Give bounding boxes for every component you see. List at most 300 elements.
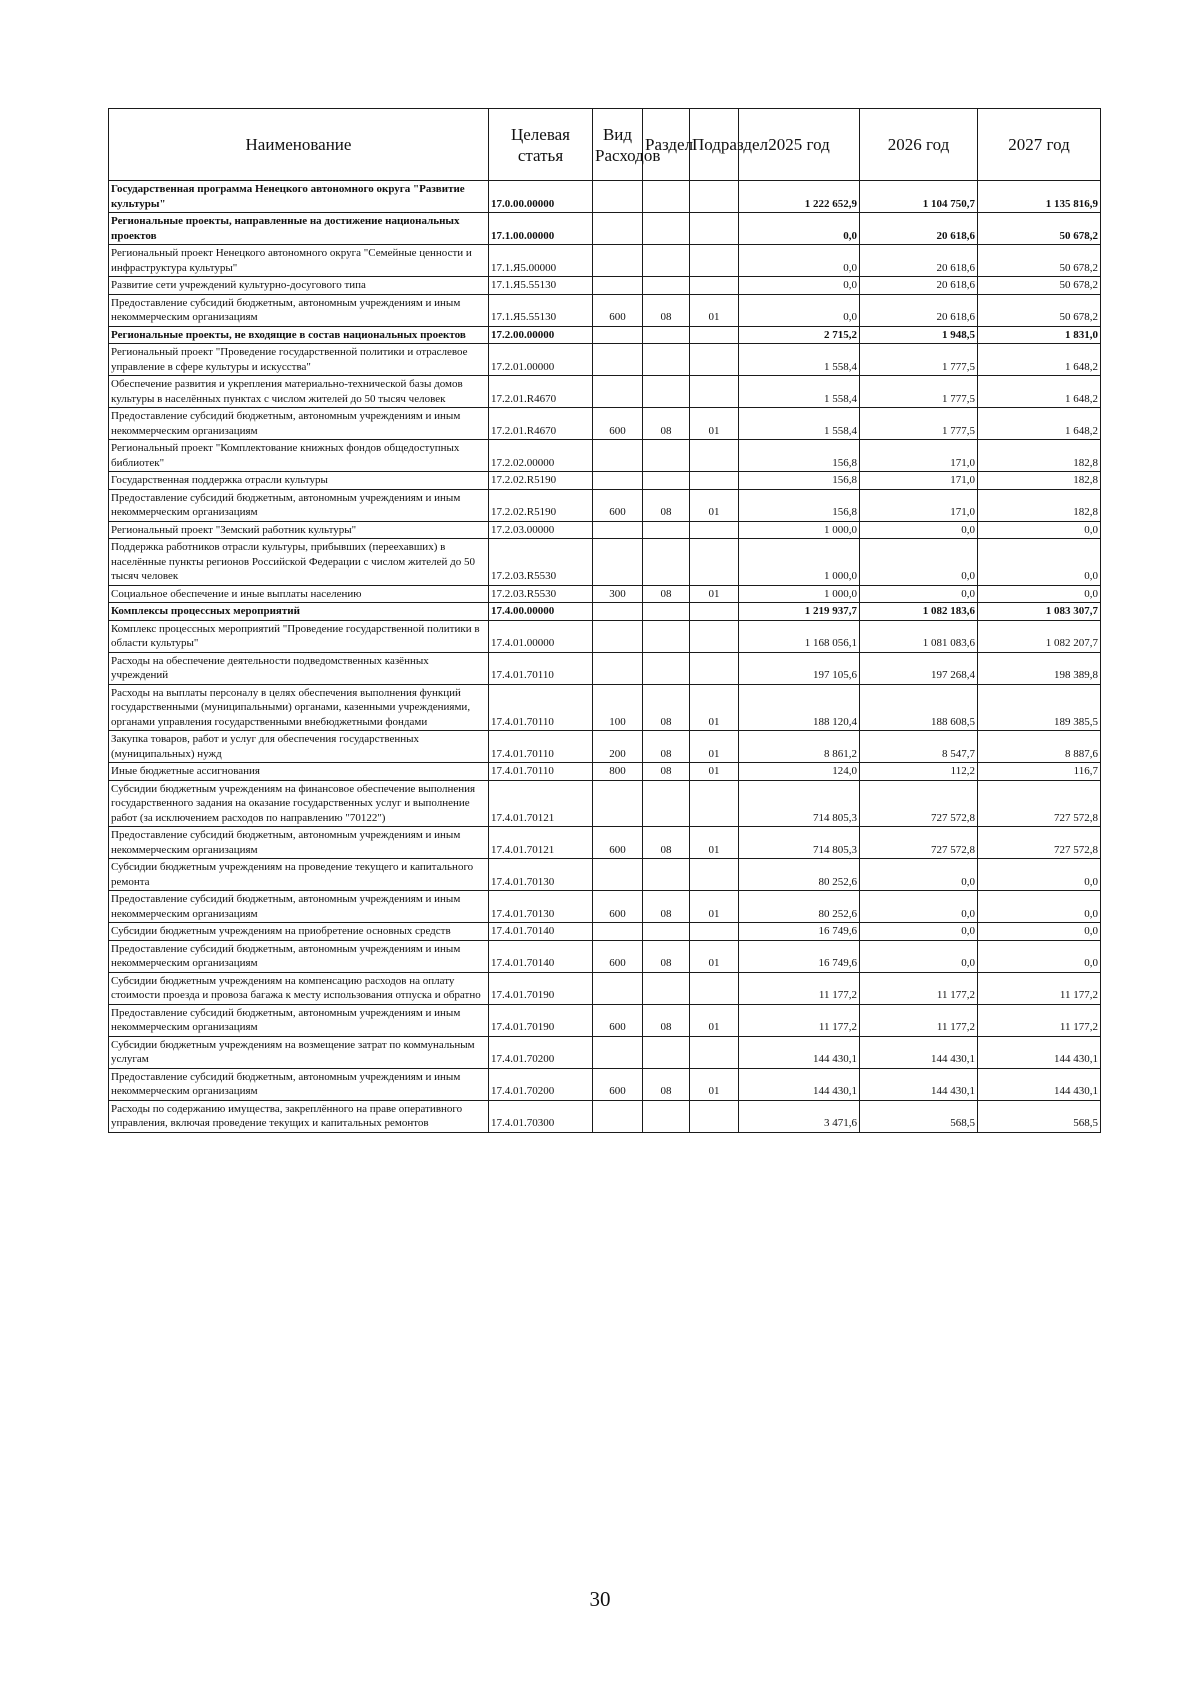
row-value-2027-cell: 182,8 [978,489,1101,521]
row-section-cell [643,539,690,586]
row-value-2026-cell: 0,0 [860,923,978,941]
row-name-cell: Иные бюджетные ассигнования [109,763,489,781]
row-name-cell: Обеспечение развития и укрепления материально-технической базы домов культуры в населённых пунктах с числом жителей до 50 тысяч человек [109,376,489,408]
row-value-2027-cell: 50 678,2 [978,245,1101,277]
table-row [109,294,1101,326]
row-target-code-cell: 17.2.03.00000 [489,521,593,539]
row-name-cell: Развитие сети учреждений культурно-досугового типа [109,277,489,295]
row-target-code-cell: 17.4.01.70130 [489,859,593,891]
row-section-cell [643,277,690,295]
row-target-code-cell: 17.4.01.70300 [489,1100,593,1132]
row-value-2026-cell: 20 618,6 [860,213,978,245]
row-value-2027-cell: 1 831,0 [978,326,1101,344]
row-name-cell: Предоставление субсидий бюджетным, автономным учреждениям и иным некоммерческим организациям [109,827,489,859]
row-value-2027-cell: 0,0 [978,521,1101,539]
row-section-cell [643,245,690,277]
table-row [109,181,1101,213]
row-subsection-cell [690,923,739,941]
row-value-2027-cell: 189 385,5 [978,684,1101,731]
row-name-cell: Закупка товаров, работ и услуг для обеспечения государственных (муниципальных) нужд [109,731,489,763]
row-section-cell [643,440,690,472]
row-expense-type-cell [593,603,643,621]
row-value-2025-cell: 156,8 [739,489,860,521]
table-row [109,245,1101,277]
row-expense-type-cell [593,344,643,376]
row-section-cell [643,521,690,539]
row-value-2027-cell: 1 648,2 [978,376,1101,408]
row-value-2027-cell: 727 572,8 [978,780,1101,827]
row-target-code-cell: 17.2.00.00000 [489,326,593,344]
row-name-cell: Комплекс процессных мероприятий "Проведение государственной политики в области культуры" [109,620,489,652]
row-section-cell: 08 [643,763,690,781]
row-value-2027-cell: 50 678,2 [978,277,1101,295]
row-name-cell: Предоставление субсидий бюджетным, автономным учреждениям и иным некоммерческим организациям [109,891,489,923]
row-section-cell [643,652,690,684]
row-value-2027-cell: 1 135 816,9 [978,181,1101,213]
table-header-row [109,109,1101,181]
row-target-code-cell: 17.4.01.70130 [489,891,593,923]
row-expense-type-cell [593,213,643,245]
row-value-2026-cell: 0,0 [860,521,978,539]
row-target-code-cell: 17.2.02.R5190 [489,472,593,490]
row-section-cell: 08 [643,294,690,326]
row-value-2026-cell: 0,0 [860,585,978,603]
row-subsection-cell: 01 [690,891,739,923]
row-expense-type-cell: 600 [593,294,643,326]
table-row [109,1004,1101,1036]
row-value-2027-cell: 1 648,2 [978,408,1101,440]
row-expense-type-cell: 600 [593,940,643,972]
row-name-cell: Субсидии бюджетным учреждениям на возмещение затрат по коммунальным услугам [109,1036,489,1068]
row-name-cell: Региональный проект "Земский работник культуры" [109,521,489,539]
row-expense-type-cell [593,277,643,295]
row-name-cell: Региональные проекты, не входящие в состав национальных проектов [109,326,489,344]
row-value-2027-cell: 568,5 [978,1100,1101,1132]
row-value-2027-cell: 198 389,8 [978,652,1101,684]
row-value-2025-cell: 80 252,6 [739,891,860,923]
row-value-2025-cell: 197 105,6 [739,652,860,684]
header-year-2027: 2027 год [978,109,1101,181]
row-expense-type-cell [593,539,643,586]
row-value-2025-cell: 80 252,6 [739,859,860,891]
row-subsection-cell [690,780,739,827]
row-subsection-cell: 01 [690,408,739,440]
row-value-2025-cell: 3 471,6 [739,1100,860,1132]
row-target-code-cell: 17.1.Я5.55130 [489,277,593,295]
table-row [109,521,1101,539]
table-row [109,1068,1101,1100]
row-name-cell: Субсидии бюджетным учреждениям на финансовое обеспечение выполнения государственного задания на оказание государственных услуг и выполнение работ (за исключением расходов по направлению "70122") [109,780,489,827]
table-row [109,603,1101,621]
row-section-cell [643,1100,690,1132]
row-value-2025-cell: 156,8 [739,440,860,472]
row-value-2026-cell: 188 608,5 [860,684,978,731]
row-value-2027-cell: 11 177,2 [978,972,1101,1004]
row-subsection-cell [690,326,739,344]
row-target-code-cell: 17.4.01.70121 [489,780,593,827]
row-subsection-cell [690,521,739,539]
row-value-2025-cell: 144 430,1 [739,1068,860,1100]
row-subsection-cell: 01 [690,489,739,521]
row-value-2026-cell: 1 082 183,6 [860,603,978,621]
row-target-code-cell: 17.4.01.00000 [489,620,593,652]
header-year-2025: 2025 год [739,109,860,181]
row-value-2026-cell: 0,0 [860,539,978,586]
row-name-cell: Предоставление субсидий бюджетным, автономным учреждениям и иным некоммерческим организациям [109,408,489,440]
row-value-2025-cell: 11 177,2 [739,972,860,1004]
row-target-code-cell: 17.4.01.70200 [489,1036,593,1068]
row-section-cell: 08 [643,408,690,440]
row-target-code-cell: 17.1.Я5.00000 [489,245,593,277]
row-section-cell [643,376,690,408]
table-row [109,780,1101,827]
table-body [109,181,1101,1133]
row-section-cell [643,972,690,1004]
row-value-2026-cell: 171,0 [860,472,978,490]
table-row [109,440,1101,472]
row-expense-type-cell [593,181,643,213]
row-value-2026-cell: 11 177,2 [860,972,978,1004]
row-subsection-cell [690,603,739,621]
row-expense-type-cell [593,472,643,490]
row-name-cell: Региональный проект "Комплектование книжных фондов общедоступных библиотек" [109,440,489,472]
row-value-2025-cell: 1 000,0 [739,539,860,586]
row-target-code-cell: 17.4.01.70121 [489,827,593,859]
row-expense-type-cell: 600 [593,827,643,859]
table-row [109,1100,1101,1132]
row-expense-type-cell [593,972,643,1004]
row-section-cell: 08 [643,1068,690,1100]
row-value-2025-cell: 124,0 [739,763,860,781]
row-name-cell: Предоставление субсидий бюджетным, автономным учреждениям и иным некоммерческим организациям [109,1068,489,1100]
row-value-2025-cell: 16 749,6 [739,923,860,941]
row-subsection-cell: 01 [690,1004,739,1036]
row-value-2025-cell: 1 219 937,7 [739,603,860,621]
row-target-code-cell: 17.1.Я5.55130 [489,294,593,326]
row-value-2027-cell: 0,0 [978,859,1101,891]
row-value-2026-cell: 1 777,5 [860,344,978,376]
row-value-2027-cell: 11 177,2 [978,1004,1101,1036]
row-subsection-cell: 01 [690,684,739,731]
row-name-cell: Региональные проекты, направленные на достижение национальных проектов [109,213,489,245]
row-target-code-cell: 17.2.01.R4670 [489,376,593,408]
row-section-cell: 08 [643,585,690,603]
row-value-2027-cell: 0,0 [978,539,1101,586]
row-value-2026-cell: 0,0 [860,859,978,891]
row-target-code-cell: 17.4.01.70110 [489,652,593,684]
row-value-2027-cell: 0,0 [978,891,1101,923]
row-value-2027-cell: 182,8 [978,472,1101,490]
row-expense-type-cell [593,440,643,472]
table-row [109,620,1101,652]
header-name: Наименование [109,109,489,181]
row-subsection-cell [690,213,739,245]
row-value-2027-cell: 8 887,6 [978,731,1101,763]
row-target-code-cell: 17.2.01.R4670 [489,408,593,440]
row-value-2027-cell: 0,0 [978,585,1101,603]
row-subsection-cell [690,181,739,213]
table-row [109,923,1101,941]
row-value-2026-cell: 568,5 [860,1100,978,1132]
row-value-2027-cell: 50 678,2 [978,294,1101,326]
row-target-code-cell: 17.2.03.R5530 [489,585,593,603]
table-row [109,827,1101,859]
row-expense-type-cell: 600 [593,1004,643,1036]
row-subsection-cell [690,440,739,472]
row-value-2025-cell: 11 177,2 [739,1004,860,1036]
table-row [109,539,1101,586]
row-value-2027-cell: 144 430,1 [978,1068,1101,1100]
row-value-2025-cell: 714 805,3 [739,780,860,827]
row-section-cell: 08 [643,489,690,521]
row-expense-type-cell [593,620,643,652]
row-subsection-cell [690,1036,739,1068]
row-section-cell [643,859,690,891]
row-value-2027-cell: 50 678,2 [978,213,1101,245]
row-subsection-cell [690,620,739,652]
row-value-2027-cell: 0,0 [978,940,1101,972]
row-value-2025-cell: 156,8 [739,472,860,490]
row-value-2026-cell: 197 268,4 [860,652,978,684]
table-row [109,326,1101,344]
row-target-code-cell: 17.4.01.70140 [489,940,593,972]
row-name-cell: Субсидии бюджетным учреждениям на проведение текущего и капитального ремонта [109,859,489,891]
row-value-2025-cell: 1 000,0 [739,521,860,539]
row-section-cell [643,603,690,621]
row-section-cell [643,344,690,376]
row-value-2027-cell: 1 648,2 [978,344,1101,376]
row-value-2027-cell: 1 083 307,7 [978,603,1101,621]
row-value-2025-cell: 0,0 [739,277,860,295]
row-name-cell: Предоставление субсидий бюджетным, автономным учреждениям и иным некоммерческим организациям [109,489,489,521]
row-name-cell: Государственная программа Ненецкого автономного округа "Развитие культуры" [109,181,489,213]
row-section-cell: 08 [643,684,690,731]
row-section-cell: 08 [643,940,690,972]
row-value-2025-cell: 144 430,1 [739,1036,860,1068]
row-name-cell: Субсидии бюджетным учреждениям на приобретение основных средств [109,923,489,941]
row-value-2027-cell: 727 572,8 [978,827,1101,859]
table-row [109,376,1101,408]
row-target-code-cell: 17.1.00.00000 [489,213,593,245]
row-subsection-cell: 01 [690,940,739,972]
row-name-cell: Региональный проект "Проведение государственной политики и отраслевое управление в сфере культуры и искусства" [109,344,489,376]
row-subsection-cell [690,972,739,1004]
row-target-code-cell: 17.4.01.70110 [489,684,593,731]
row-value-2025-cell: 0,0 [739,213,860,245]
row-value-2027-cell: 182,8 [978,440,1101,472]
row-value-2026-cell: 1 104 750,7 [860,181,978,213]
table-row [109,213,1101,245]
row-subsection-cell [690,376,739,408]
row-name-cell: Расходы по содержанию имущества, закреплённого на праве оперативного управления, включая проведение текущих и капитальных ремонтов [109,1100,489,1132]
row-subsection-cell [690,539,739,586]
row-name-cell: Расходы на обеспечение деятельности подведомственных казённых учреждений [109,652,489,684]
row-subsection-cell: 01 [690,1068,739,1100]
row-name-cell: Субсидии бюджетным учреждениям на компенсацию расходов на оплату стоимости проезда и провоза багажа к месту использования отпуска и обратно [109,972,489,1004]
row-section-cell [643,780,690,827]
table-row [109,859,1101,891]
row-name-cell: Региональный проект Ненецкого автономного округа "Семейные ценности и инфраструктура культуры" [109,245,489,277]
row-target-code-cell: 17.4.01.70190 [489,972,593,1004]
row-value-2025-cell: 1 558,4 [739,376,860,408]
row-expense-type-cell [593,923,643,941]
row-value-2027-cell: 0,0 [978,923,1101,941]
row-expense-type-cell: 100 [593,684,643,731]
row-target-code-cell: 17.4.01.70200 [489,1068,593,1100]
row-value-2026-cell: 11 177,2 [860,1004,978,1036]
row-expense-type-cell: 200 [593,731,643,763]
row-section-cell [643,326,690,344]
row-value-2025-cell: 714 805,3 [739,827,860,859]
row-value-2026-cell: 144 430,1 [860,1068,978,1100]
table-row [109,1036,1101,1068]
row-value-2026-cell: 8 547,7 [860,731,978,763]
row-value-2026-cell: 1 777,5 [860,408,978,440]
row-value-2025-cell: 1 000,0 [739,585,860,603]
row-name-cell: Предоставление субсидий бюджетным, автономным учреждениям и иным некоммерческим организациям [109,1004,489,1036]
row-subsection-cell: 01 [690,827,739,859]
row-value-2026-cell: 727 572,8 [860,827,978,859]
table-row [109,763,1101,781]
budget-table [108,108,1101,1133]
row-subsection-cell: 01 [690,294,739,326]
table-row [109,472,1101,490]
row-subsection-cell [690,1100,739,1132]
row-name-cell: Социальное обеспечение и иные выплаты населению [109,585,489,603]
row-expense-type-cell: 600 [593,1068,643,1100]
table-row [109,408,1101,440]
row-section-cell [643,620,690,652]
header-section: Раздел [643,109,690,181]
page-number: 30 [589,1587,611,1611]
row-value-2026-cell: 20 618,6 [860,294,978,326]
row-subsection-cell [690,472,739,490]
row-section-cell [643,472,690,490]
row-expense-type-cell [593,780,643,827]
row-section-cell [643,923,690,941]
row-subsection-cell [690,344,739,376]
row-value-2027-cell: 144 430,1 [978,1036,1101,1068]
table-row [109,731,1101,763]
row-name-cell: Предоставление субсидий бюджетным, автономным учреждениям и иным некоммерческим организациям [109,294,489,326]
row-value-2026-cell: 0,0 [860,940,978,972]
row-section-cell: 08 [643,827,690,859]
row-section-cell: 08 [643,1004,690,1036]
row-value-2025-cell: 16 749,6 [739,940,860,972]
row-subsection-cell: 01 [690,731,739,763]
row-value-2026-cell: 144 430,1 [860,1036,978,1068]
row-section-cell [643,181,690,213]
table-row [109,972,1101,1004]
row-name-cell: Государственная поддержка отрасли культуры [109,472,489,490]
row-target-code-cell: 17.4.01.70140 [489,923,593,941]
header-subsection: Подраздел [690,109,739,181]
row-expense-type-cell [593,652,643,684]
row-expense-type-cell: 600 [593,408,643,440]
row-target-code-cell: 17.4.01.70190 [489,1004,593,1036]
row-subsection-cell [690,652,739,684]
row-target-code-cell: 17.4.00.00000 [489,603,593,621]
row-subsection-cell [690,859,739,891]
row-value-2026-cell: 20 618,6 [860,277,978,295]
row-value-2025-cell: 8 861,2 [739,731,860,763]
row-target-code-cell: 17.2.01.00000 [489,344,593,376]
header-year-2026: 2026 год [860,109,978,181]
row-subsection-cell [690,277,739,295]
row-expense-type-cell [593,521,643,539]
row-expense-type-cell [593,1036,643,1068]
row-expense-type-cell: 300 [593,585,643,603]
row-target-code-cell: 17.0.00.00000 [489,181,593,213]
row-value-2025-cell: 0,0 [739,294,860,326]
row-target-code-cell: 17.4.01.70110 [489,763,593,781]
row-value-2025-cell: 1 558,4 [739,408,860,440]
row-target-code-cell: 17.4.01.70110 [489,731,593,763]
row-subsection-cell: 01 [690,763,739,781]
row-section-cell [643,213,690,245]
row-expense-type-cell: 600 [593,891,643,923]
row-expense-type-cell [593,245,643,277]
row-value-2026-cell: 112,2 [860,763,978,781]
table-row [109,277,1101,295]
row-expense-type-cell [593,859,643,891]
row-target-code-cell: 17.2.02.R5190 [489,489,593,521]
header-expense-type: Вид Расходов [593,109,643,181]
row-value-2025-cell: 1 168 056,1 [739,620,860,652]
row-value-2026-cell: 1 948,5 [860,326,978,344]
table-row [109,344,1101,376]
row-name-cell: Предоставление субсидий бюджетным, автономным учреждениям и иным некоммерческим организациям [109,940,489,972]
row-subsection-cell [690,245,739,277]
table-row [109,652,1101,684]
row-value-2026-cell: 1 777,5 [860,376,978,408]
row-expense-type-cell: 600 [593,489,643,521]
row-value-2026-cell: 20 618,6 [860,245,978,277]
row-name-cell: Расходы на выплаты персоналу в целях обеспечения выполнения функций государственными (муниципальными) органами, казенными учреждениями, органами управления государственными внебюджетными фондами [109,684,489,731]
row-value-2026-cell: 0,0 [860,891,978,923]
row-value-2027-cell: 1 082 207,7 [978,620,1101,652]
row-value-2026-cell: 171,0 [860,440,978,472]
row-expense-type-cell [593,376,643,408]
row-section-cell [643,1036,690,1068]
row-value-2025-cell: 1 222 652,9 [739,181,860,213]
header-target: Целевая статья [489,109,593,181]
row-value-2026-cell: 171,0 [860,489,978,521]
row-expense-type-cell [593,1100,643,1132]
row-value-2025-cell: 1 558,4 [739,344,860,376]
row-value-2026-cell: 1 081 083,6 [860,620,978,652]
table-row [109,489,1101,521]
row-target-code-cell: 17.2.03.R5530 [489,539,593,586]
row-value-2025-cell: 2 715,2 [739,326,860,344]
row-expense-type-cell: 800 [593,763,643,781]
row-value-2025-cell: 188 120,4 [739,684,860,731]
table-row [109,585,1101,603]
table-row [109,684,1101,731]
row-value-2026-cell: 727 572,8 [860,780,978,827]
row-name-cell: Поддержка работников отрасли культуры, прибывших (переехавших) в населённые пункты регионов Российской Федерации с числом жителей до 50 тысяч человек [109,539,489,586]
row-section-cell: 08 [643,891,690,923]
row-name-cell: Комплексы процессных мероприятий [109,603,489,621]
row-section-cell: 08 [643,731,690,763]
row-subsection-cell: 01 [690,585,739,603]
row-value-2025-cell: 0,0 [739,245,860,277]
row-expense-type-cell [593,326,643,344]
table-row [109,891,1101,923]
row-value-2027-cell: 116,7 [978,763,1101,781]
table-row [109,940,1101,972]
row-target-code-cell: 17.2.02.00000 [489,440,593,472]
